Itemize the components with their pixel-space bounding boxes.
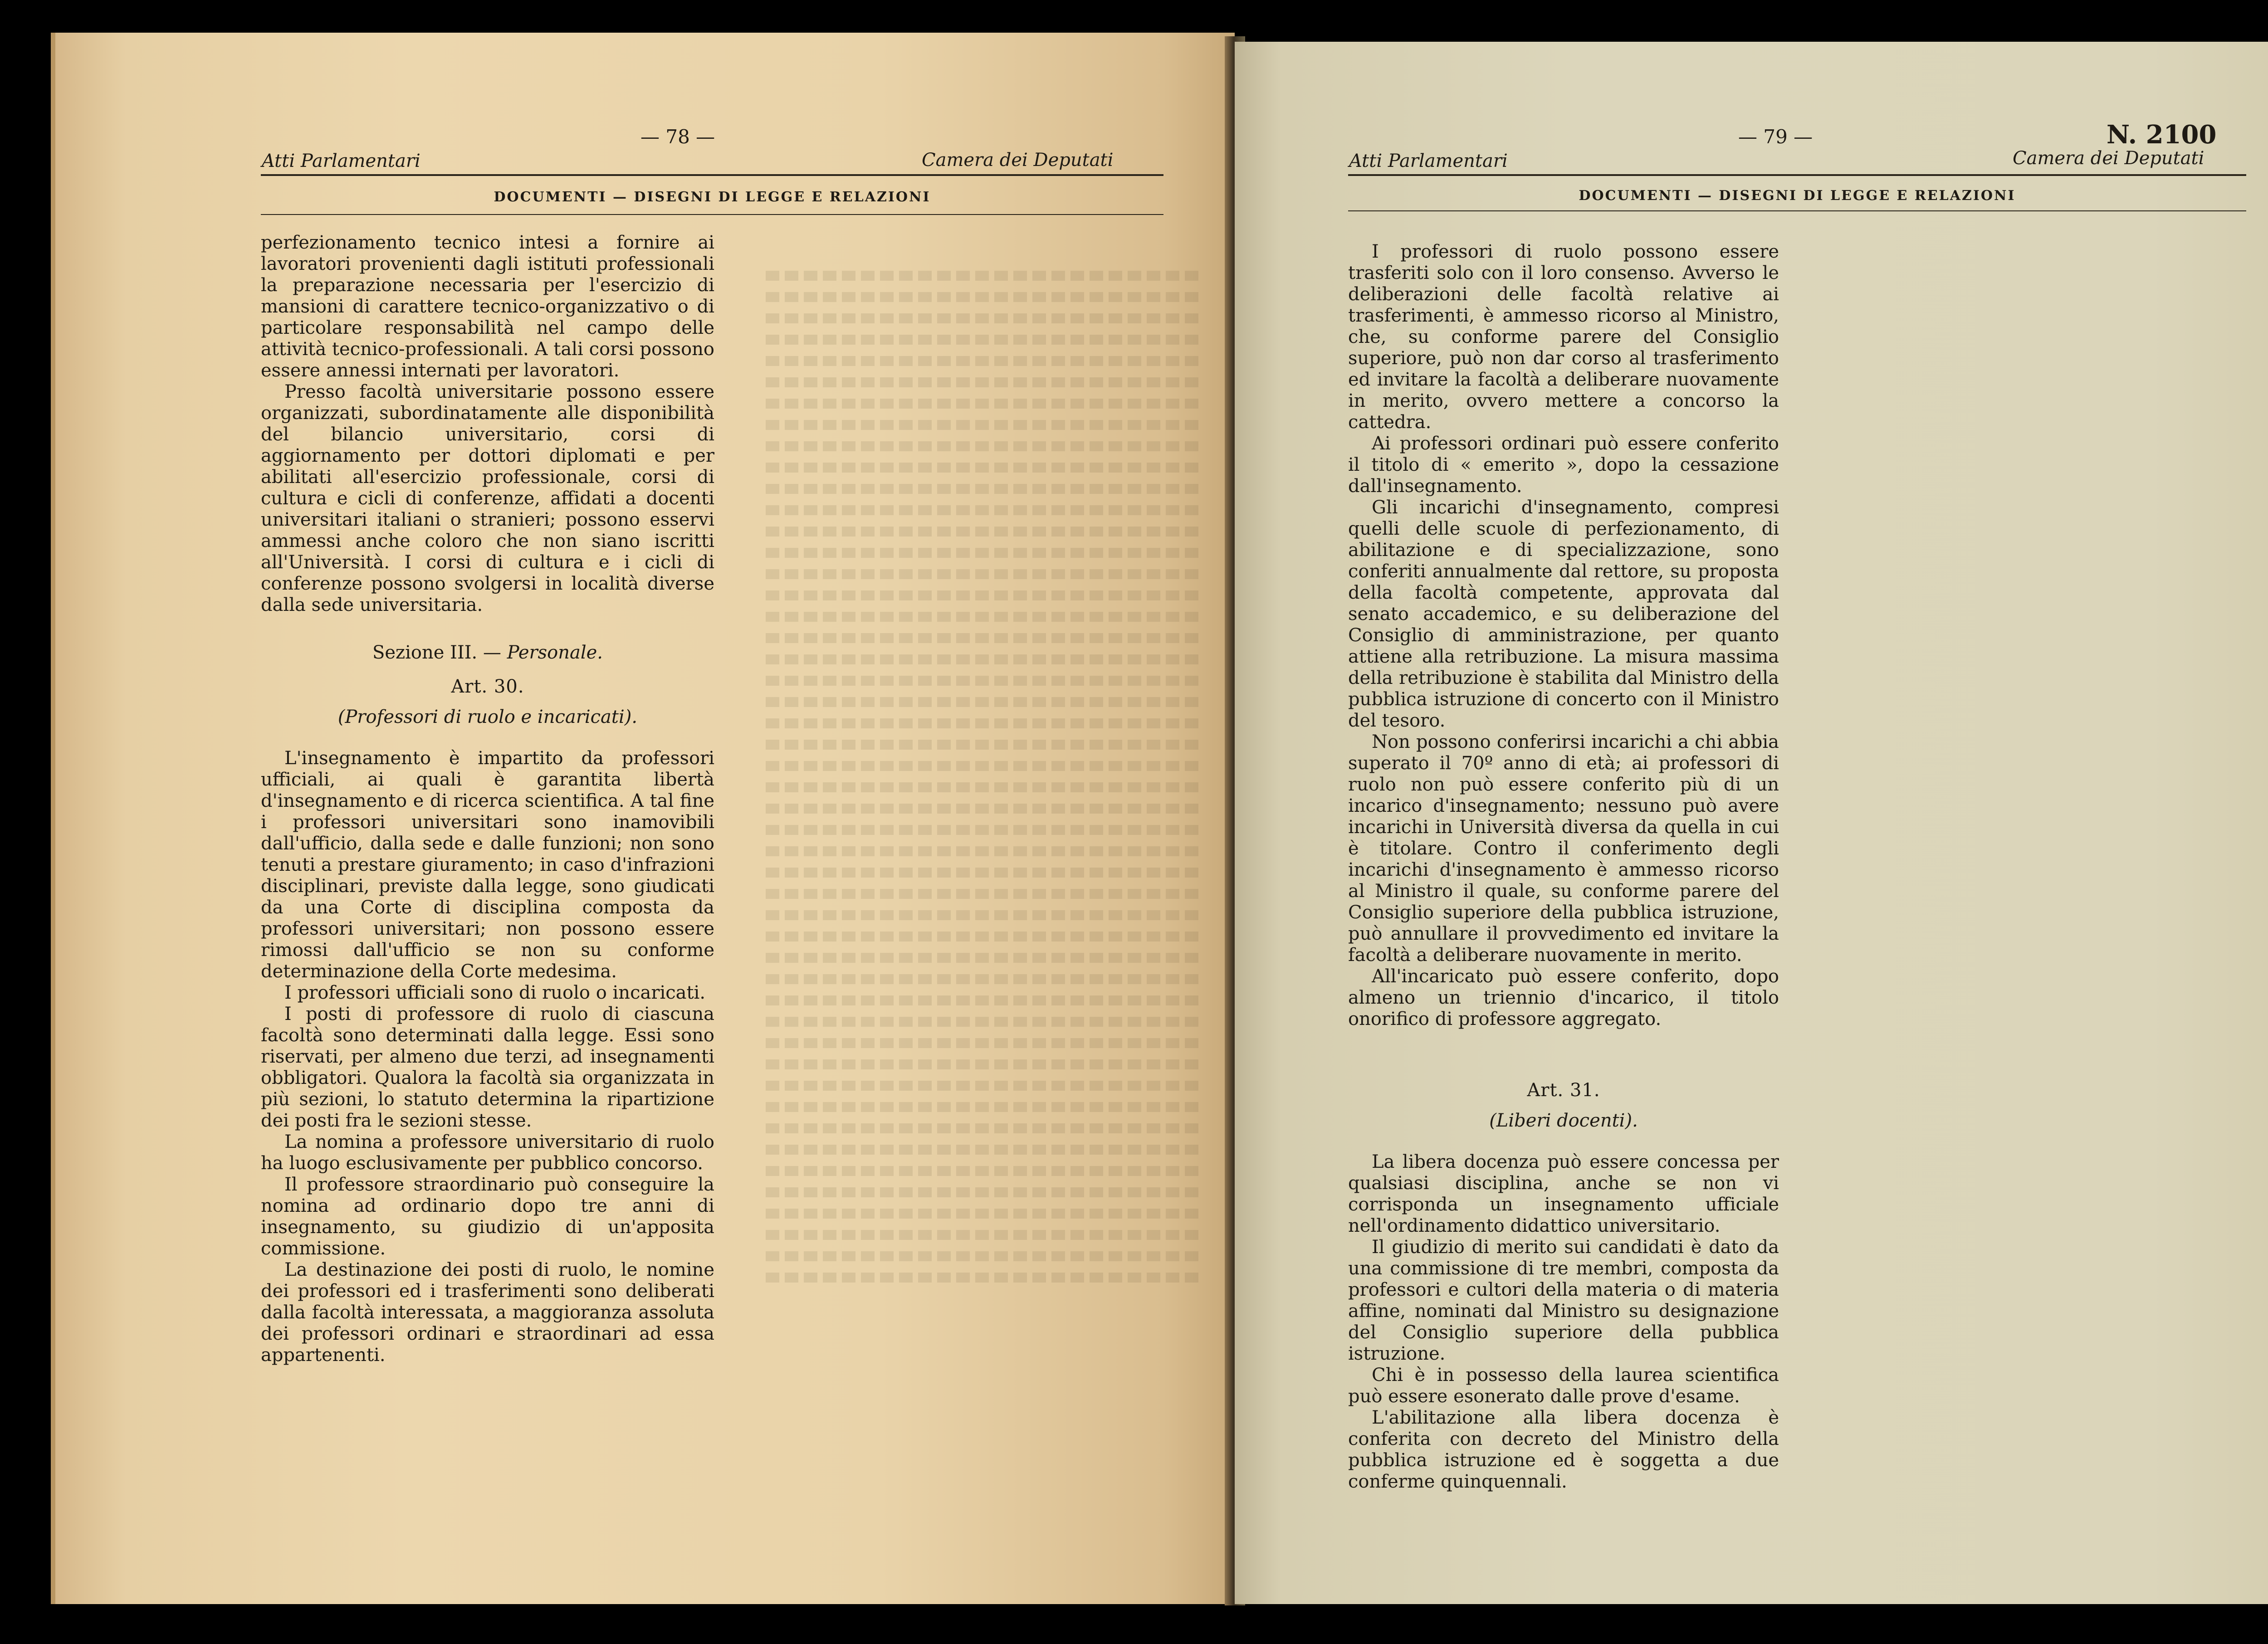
article-heading: Art. 31. bbox=[1527, 1080, 1600, 1101]
paragraph: All'incaricato può essere conferito, dopo almeno un triennio d'incarico, il titolo onorifico di professore aggregato. bbox=[1348, 966, 1779, 1029]
paragraph: L'abilitazione alla libera docenza è conferita con decreto del Ministro della pubblica istruzione ed è soggetta a due conferme quinquennali. bbox=[1348, 1407, 1779, 1492]
header-rule bbox=[261, 174, 1163, 176]
header-publication: Atti Parlamentari bbox=[262, 151, 420, 171]
header-chamber: Camera dei Deputati bbox=[2013, 148, 2204, 169]
left-page bbox=[51, 33, 1235, 1604]
paragraph: Gli incarichi d'insegnamento, compresi quelli delle scuole di perfezionamento, di abilitazione e di specializzazione, sono conferiti annualmente dal rettore, su proposta della facoltà competente, approvata dal senato accademico, e su deliberazione del Consiglio di amministrazione, per quanto attiene alla retribuzione. La misura massima della retribuzione è stabilita dal Ministro della pubblica istruzione di concerto con il Ministro del tesoro. bbox=[1348, 497, 1779, 731]
paragraph: La libera docenza può essere concessa per qualsiasi disciplina, anche se non vi corrisponda un insegnamento ufficiale nell'ordinamento didattico universitario. bbox=[1348, 1151, 1779, 1236]
paragraph: Non possono conferirsi incarichi a chi abbia superato il 70º anno di età; ai professori di ruolo non può essere conferito più di un incarico d'insegnamento; nessuno può avere incarichi in Università diversa da quella in cui è titolare. Contro il conferimento degli incarichi d'insegnamento è ammesso ricorso al Ministro il quale, su conforme parere del Consiglio superiore della pubblica istruzione, può annullare il provvedimento ed invitare la facoltà a deliberare nuovamente in merito. bbox=[1348, 732, 1779, 966]
document-number: N. 2100 bbox=[2107, 120, 2217, 150]
paragraph: Chi è in possesso della laurea scientifica può essere esonerato dalle prove d'esame. bbox=[1348, 1365, 1779, 1407]
page-number: — 79 — bbox=[1738, 126, 1813, 148]
section-rule bbox=[261, 214, 1163, 215]
paragraph: Presso facoltà universitarie possono essere organizzati, subordinatamente alle disponibilità del bilancio universitario, corsi di aggiornamento per dottori diplomati e per abilitati all'esercizio professionale, corsi di cultura e cicli di conferenze, affidati a docenti universitari italiani o stranieri; possono esservi ammessi anche coloro che non siano iscritti all'Università. I corsi di cultura e i cicli di conferenze possono svolgersi in località diverse dalla sede universitaria. bbox=[261, 381, 714, 615]
section-heading: Sezione III. — Personale. bbox=[372, 642, 603, 663]
section-title: DOCUMENTI — DISEGNI DI LEGGE E RELAZIONI bbox=[1579, 188, 2016, 204]
section-rule bbox=[1348, 210, 2246, 211]
paragraph: Il giudizio di merito sui candidati è dato da una commissione di tre membri, composta da professori e cultori della materia o di materia affine, nominati dal Ministro su designazione del Consiglio superiore della pubblica istruzione. bbox=[1348, 1237, 1779, 1364]
page-number: — 78 — bbox=[640, 126, 715, 148]
header-chamber: Camera dei Deputati bbox=[922, 150, 1114, 171]
section-title: DOCUMENTI — DISEGNI DI LEGGE E RELAZIONI bbox=[494, 189, 931, 205]
bleed-through-text bbox=[763, 259, 1198, 1484]
right-text-column bbox=[1348, 241, 1779, 1493]
paragraph: I professori di ruolo possono essere trasferiti solo con il loro consenso. Avverso le deliberazioni delle facoltà relative ai trasferimenti, è ammesso ricorso al Ministro, che, su conforme parere del Consiglio superiore, può non dar corso al trasferimento ed invitare la facoltà a deliberare nuovamente in merito, ovvero mettere a concorso la cattedra. bbox=[1348, 241, 1779, 433]
left-text-column bbox=[261, 232, 714, 1366]
paragraph: La nomina a professore universitario di ruolo ha luogo esclusivamente per pubblico concorso. bbox=[261, 1132, 714, 1174]
article-subtitle: (Liberi docenti). bbox=[1489, 1110, 1638, 1131]
right-page bbox=[1235, 42, 2268, 1604]
paragraph: La destinazione dei posti di ruolo, le nomine dei professori ed i trasferimenti sono deliberati dalla facoltà interessata, a maggioranza assoluta dei professori ordinari e straordinari ad essa appartenenti. bbox=[261, 1259, 714, 1366]
paragraph: I professori ufficiali sono di ruolo o incaricati. bbox=[284, 982, 706, 1003]
article-heading: Art. 30. bbox=[451, 676, 524, 697]
header-rule bbox=[1348, 174, 2246, 176]
paragraph: perfezionamento tecnico intesi a fornire ai lavoratori provenienti dagli istituti professionali la preparazione necessaria per l'esercizio di mansioni di carattere tecnico-organizzativo o di particolare responsabilità nel campo delle attività tecnico-professionali. A tali corsi possono essere annessi internati per lavoratori. bbox=[261, 232, 714, 381]
header-publication: Atti Parlamentari bbox=[1349, 151, 1508, 171]
paragraph: Il professore straordinario può conseguire la nomina ad ordinario dopo tre anni di insegnamento, su giudizio di un'apposita commissione. bbox=[261, 1174, 714, 1259]
paragraph: L'insegnamento è impartito da professori ufficiali, ai quali è garantita libertà d'insegnamento e di ricerca scientifica. A tal fine i professori universitari sono inamovibili dall'ufficio, dalla sede e dalle funzioni; non sono tenuti a prestare giuramento; in caso d'infrazioni disciplinari, previste dalla legge, sono giudicati da una Corte di disciplina composta da professori universitari; non possono essere rimossi dall'ufficio se non su conforme determinazione della Corte medesima. bbox=[261, 748, 714, 982]
paragraph: Ai professori ordinari può essere conferito il titolo di « emerito », dopo la cessazione dall'insegnamento. bbox=[1348, 433, 1779, 497]
article-subtitle: (Professori di ruolo e incaricati). bbox=[337, 707, 638, 727]
paragraph: I posti di professore di ruolo di ciascuna facoltà sono determinati dalla legge. Essi sono riservati, per almeno due terzi, ad insegnamenti obbligatori. Qualora la facoltà sia organizzata in più sezioni, lo statuto determina la ripartizione dei posti fra le sezioni stesse. bbox=[261, 1004, 714, 1131]
